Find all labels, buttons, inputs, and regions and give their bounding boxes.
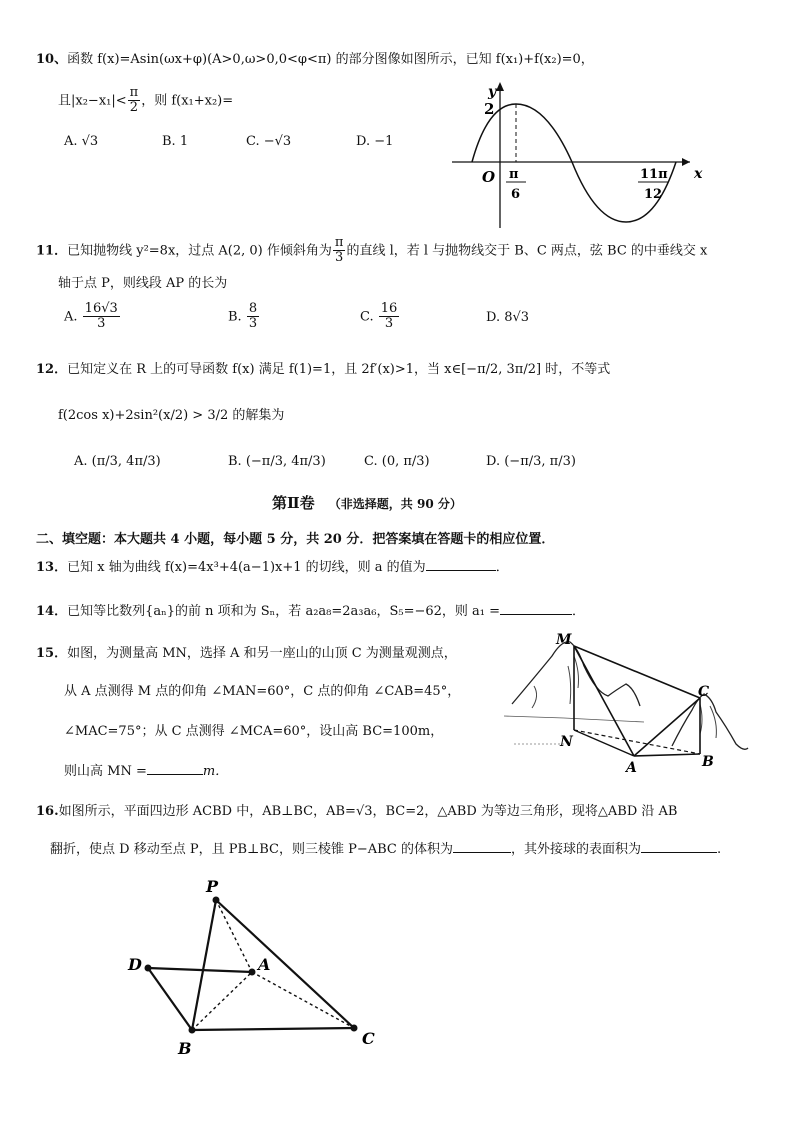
left-mountain-shading: [532, 656, 579, 708]
point-A: [249, 969, 256, 976]
x-label: x: [694, 166, 703, 182]
q15-line4: 则山高 MN = m．: [64, 764, 229, 779]
q15-text: 如图，为测量高 MN，选择 A 和另一座山的山顶 C 为测量观测点，: [67, 646, 457, 661]
q14: 14．已知等比数列{aₙ}的前 n 项和为 Sₙ，若 a₂a₈=2a₃a₆，S₅=−62，则 a₁ = ．: [36, 604, 586, 619]
q10-stem-line1: [36, 48, 594, 67]
sine-curve: [472, 104, 676, 222]
q10-text: 函数 f(x)=Asin(ωx+φ)(A>0,ω>0,0<φ<π) 的部分图像如图所示，已知 f(x₁)+f(x₂)=0，: [67, 52, 594, 67]
edge-DA: [148, 968, 252, 972]
q12-option-c: C. (0, π/3): [364, 454, 430, 469]
question-number: 14．: [36, 604, 68, 619]
answer-blank[interactable]: [500, 602, 572, 615]
right-mountain-outline: [672, 694, 748, 749]
answer-blank[interactable]: [147, 762, 203, 775]
mountain-figure: [504, 626, 754, 774]
segment-AB: [634, 754, 700, 756]
q13-text: 已知 x 轴为曲线 f(x)=4x³+4(a−1)x+1 的切线，则 a 的值为: [67, 560, 426, 575]
question-number: 13．: [36, 560, 68, 575]
pi-over-2: $\frac{\pi}{2}$: [129, 85, 139, 116]
y-label: y: [488, 84, 497, 100]
part2-title: 第Ⅱ卷: [272, 494, 315, 512]
q15-line2: 从 A 点测得 M 点的仰角 ∠MAN=60°，C 点的仰角 ∠CAB=45°，: [64, 684, 461, 699]
question-number: 11．: [36, 243, 68, 259]
q11-stem-line1: [36, 236, 707, 266]
q12-option-a: A. (π/3, 4π/3): [74, 454, 161, 469]
q13: 13．已知 x 轴为曲线 f(x)=4x³+4(a−1)x+1 的切线，则 a 的值为 ．: [36, 560, 509, 575]
q11-text-cont: 的直线 l，若 l 与抛物线交于 B、C 两点，弦 BC 的中垂线交 x: [346, 243, 708, 259]
q15-line1: [36, 642, 457, 661]
peak-label: 2: [484, 100, 495, 118]
pi-over-3: $\frac{\pi}{3}$: [334, 235, 344, 266]
question-number: 12．: [36, 362, 68, 377]
q11-option-a: A. $\frac{16√3}{3}$: [64, 301, 118, 332]
point-P: [213, 897, 220, 904]
tick-pi-numerator: π: [509, 167, 519, 182]
section2-heading: 二、填空题：本大题共 4 小题，每小题 5 分，共 20 分．把答案填在答题卡的相应位置．: [36, 532, 555, 547]
left-mountain-outline: [512, 642, 640, 706]
label-A: A: [258, 955, 271, 974]
edge-PC: [216, 900, 354, 1028]
edge-PA-dashed: [216, 900, 252, 972]
q11-stem-line2: 轴于点 P，则线段 AP 的长为: [58, 276, 228, 291]
q11-option-c: C. $\frac{16}{3}$: [360, 301, 398, 332]
edge-PB: [192, 900, 216, 1030]
surface-area-answer-blank[interactable]: [641, 840, 717, 853]
origin-label: O: [482, 168, 496, 186]
segment-NB-dashed: [574, 730, 700, 754]
point-D: [145, 965, 152, 972]
q12-option-b: B. (−π/3, 4π/3): [228, 454, 326, 469]
q15-line3: ∠MAC=75°；从 C 点测得 ∠MCA=60°，设山高 BC=100m，: [64, 724, 444, 739]
q12-option-d: D. (−π/3, π/3): [486, 454, 576, 469]
edge-BC: [192, 1028, 354, 1030]
volume-answer-blank[interactable]: [453, 840, 511, 853]
part2-heading: [272, 492, 462, 513]
tick-pi-denominator: 6: [511, 187, 521, 202]
question-number: 15．: [36, 646, 68, 661]
point-C: [351, 1025, 358, 1032]
q12-stem-line2: f(2cos x)+2sin²(x/2) > 3/2 的解集为: [58, 408, 285, 423]
label-B: B: [178, 1039, 192, 1058]
q16-line1: [36, 800, 677, 819]
question-number: 16.: [36, 804, 59, 819]
q10-question: ，则 f(x₁+x₂)=: [141, 93, 234, 109]
q11-text: 已知抛物线 y²=8x，过点 A(2, 0) 作倾斜角为: [67, 243, 332, 259]
point-B: [189, 1027, 196, 1034]
q12-stem-line1: [36, 358, 610, 377]
label-B: B: [702, 754, 714, 770]
answer-blank[interactable]: [426, 558, 496, 571]
q16-text: 如图所示，平面四边形 ACBD 中，AB⊥BC，AB=√3，BC=2，△ABD 为等边三角形，现将△ABD 沿 AB: [58, 804, 678, 819]
sine-graph-figure: [450, 78, 703, 232]
y-arrow-icon: [496, 82, 504, 91]
q10-condition: 且|x₂−x₁|<: [58, 93, 127, 109]
segment-MC: [574, 646, 700, 698]
q16-line2: 翻折，使点 D 移动至点 P，且 PB⊥BC，则三棱锥 P−ABC 的体积为 ，其外接球的表面积为 .: [50, 842, 722, 857]
label-C: C: [698, 684, 710, 700]
label-N: N: [560, 734, 573, 750]
q10-option-b: B. 1: [162, 134, 189, 149]
part2-note: （非选择题，共 90 分）: [328, 497, 462, 511]
q14-text: 已知等比数列{aₙ}的前 n 项和为 Sₙ，若 a₂a₈=2a₃a₆，S₅=−62，则 a₁ =: [67, 604, 501, 619]
q12-text: 已知定义在 R 上的可导函数 f(x) 满足 f(1)=1，且 2f′(x)>1，当 x∈[−π/2, 3π/2] 时，不等式: [67, 362, 611, 377]
label-P: P: [206, 877, 219, 896]
segment-NA: [574, 730, 634, 756]
right-mountain-shading: [700, 704, 716, 738]
q10-stem-line2: [58, 86, 233, 116]
pyramid-figure: [120, 872, 390, 1062]
tick-11pi-denominator: 12: [644, 187, 663, 202]
question-number: 10、: [36, 52, 68, 67]
q11-option-b: B. $\frac{8}{3}$: [228, 301, 258, 332]
q10-option-d: D. −1: [356, 134, 394, 149]
edge-DB: [148, 968, 192, 1030]
label-A: A: [626, 760, 637, 776]
q11-option-d: D. 8√3: [486, 310, 530, 325]
q10-option-a: A. √3: [64, 134, 99, 149]
tick-11pi-numerator: 11π: [640, 167, 668, 182]
x-arrow-icon: [682, 158, 690, 166]
q10-option-c: C. −√3: [246, 134, 292, 149]
label-C: C: [362, 1029, 375, 1048]
label-M: M: [556, 632, 572, 648]
label-D: D: [128, 955, 142, 974]
